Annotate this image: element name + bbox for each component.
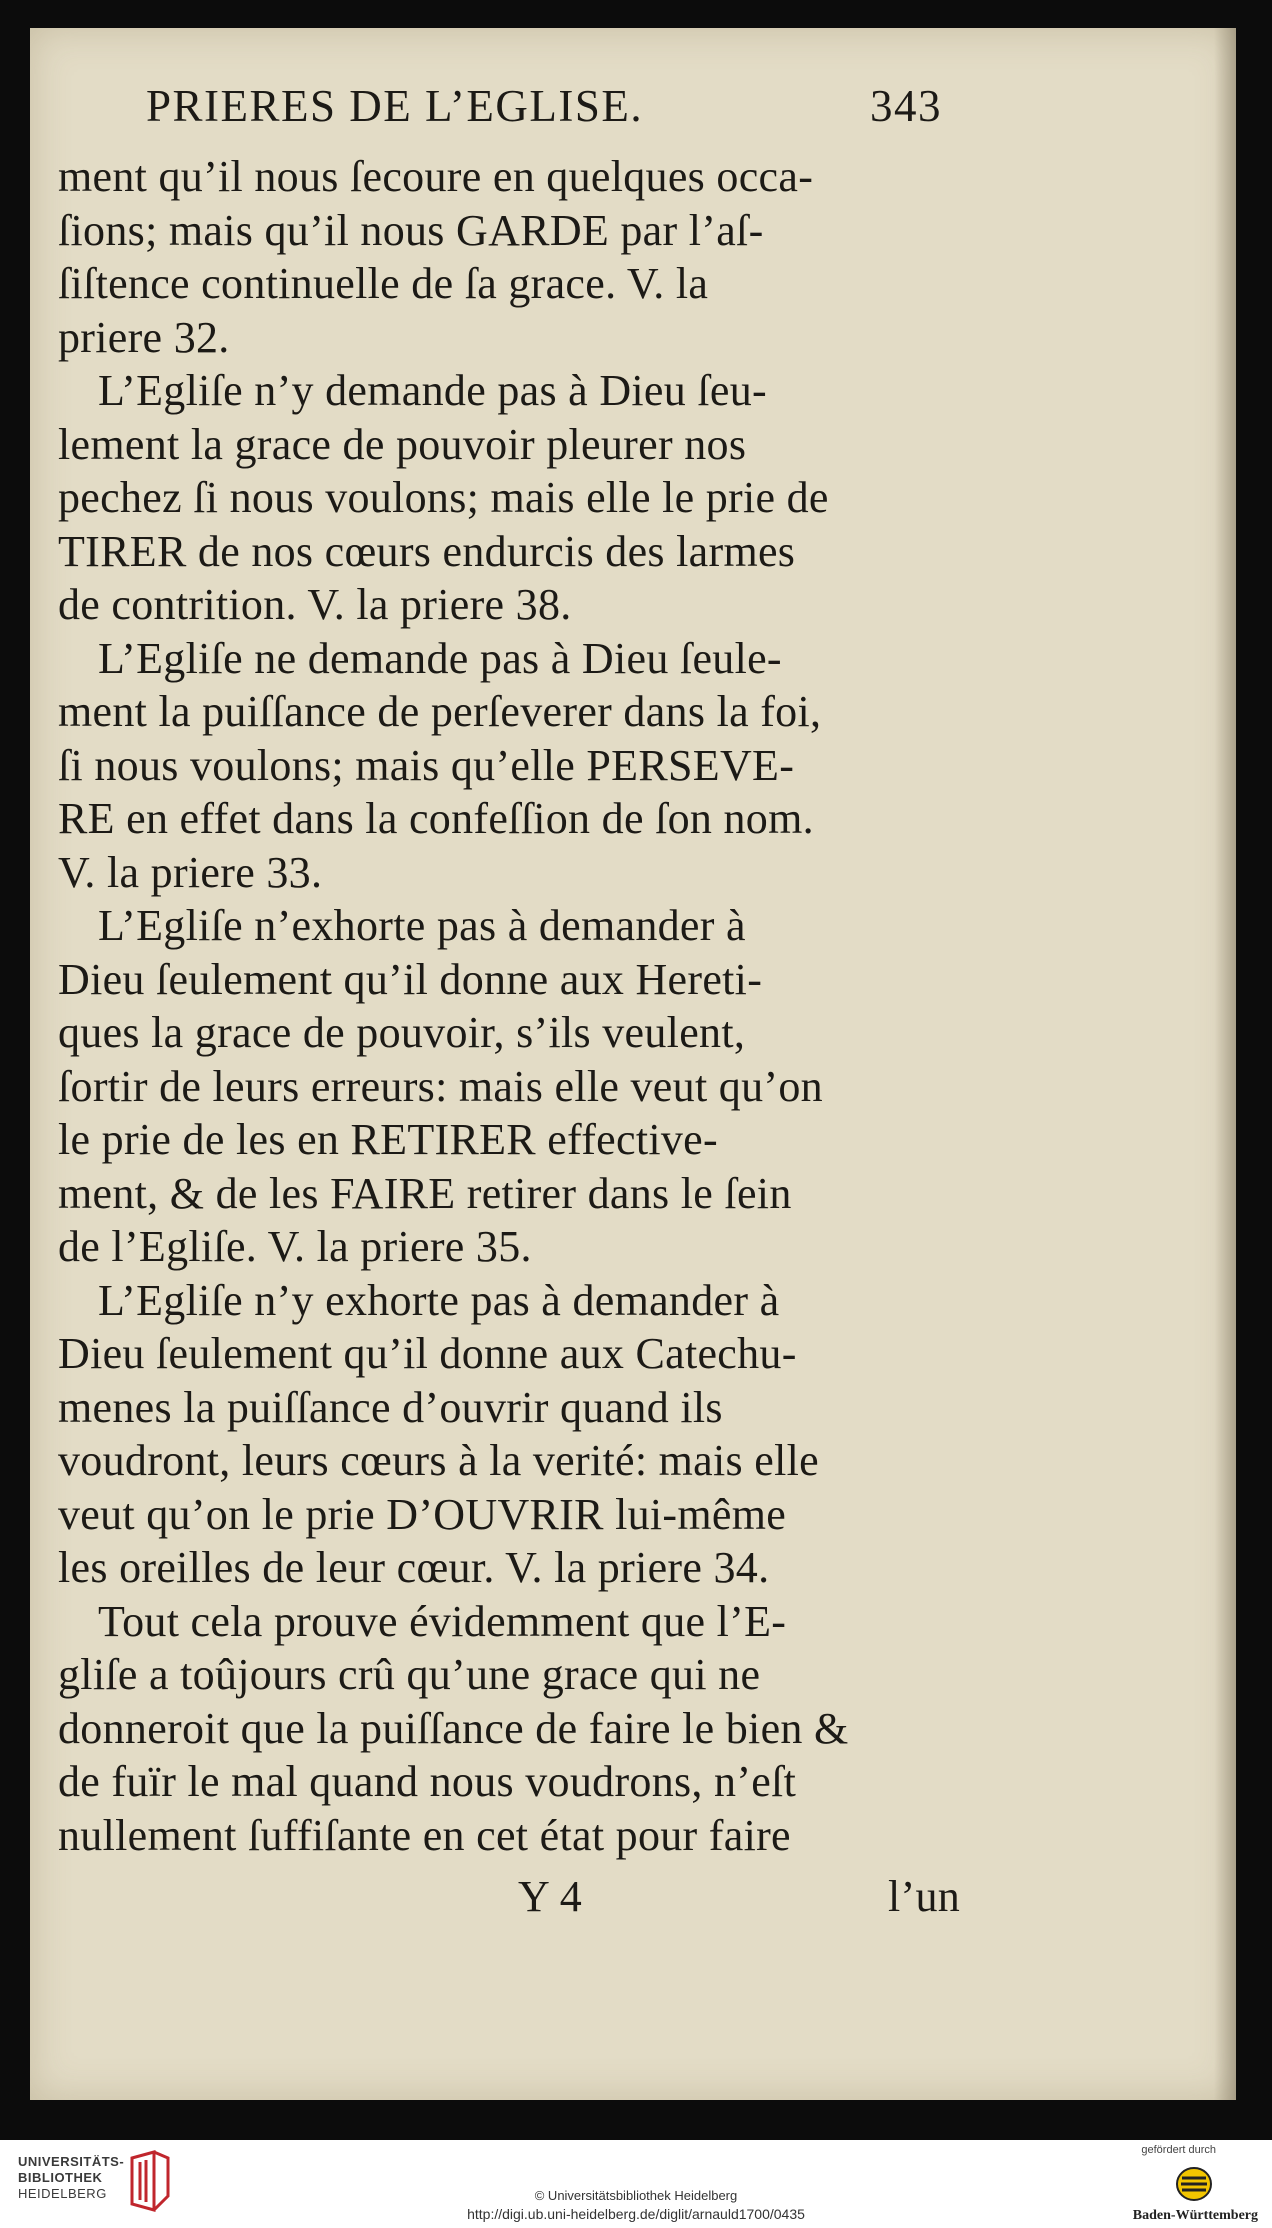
- text-line: lement la grace de pouvoir pleurer nos: [58, 419, 747, 469]
- text-line: L’Egliſe n’y demande pas à Dieu ſeu-: [98, 366, 767, 415]
- library-logo-line: BIBLIOTHEK: [18, 2170, 103, 2185]
- funder-name[interactable]: Baden-Württemberg: [1132, 2208, 1258, 2223]
- text-line: priere 32.: [58, 312, 230, 362]
- copyright-notice: © Universitätsbibliothek Heidelberg: [534, 2188, 738, 2203]
- paragraph: [58, 1595, 978, 1863]
- text-line: ment qu’il nous ſecoure en quelques occa-: [58, 152, 814, 201]
- text-line: V. la priere 33.: [58, 847, 323, 897]
- page-foot: [58, 1870, 978, 1930]
- library-logo-icon: [128, 2148, 172, 2214]
- text-line: ment la puiſſance de perſeverer dans la foi,: [58, 687, 822, 736]
- text-line: Dieu ſeulement qu’il donne aux Catechu-: [58, 1329, 797, 1378]
- page-text-block: [58, 80, 978, 1930]
- text-line: donneroit que la puiſſance de faire le bien &: [58, 1703, 849, 1753]
- text-line: le prie de les en RETIRER effective-: [58, 1115, 718, 1164]
- body-text: [58, 150, 978, 1862]
- funding-label: gefördert durch: [1141, 2144, 1216, 2156]
- viewer-footer: [0, 2140, 1272, 2228]
- text-line: pechez ſi nous voulons; mais elle le prie de: [58, 473, 829, 522]
- running-head: [58, 80, 978, 150]
- text-line: menes la puiſſance d’ouvrir quand ils: [58, 1382, 723, 1432]
- text-line: L’Egliſe n’y exhorte pas à demander à: [98, 1275, 780, 1325]
- page-gutter-shadow: [1214, 28, 1236, 2100]
- text-line: L’Egliſe n’exhorte pas à demander à: [98, 901, 746, 950]
- paragraph: [58, 632, 978, 900]
- signature-mark: Y 4: [518, 1872, 583, 1921]
- text-line: gliſe a toûjours crû qu’une grace qui ne: [58, 1650, 761, 1699]
- text-line: RE en effet dans la confeſſion de ſon nom.: [58, 794, 814, 843]
- text-line: ſortir de leurs erreurs: mais elle veut qu’on: [58, 1061, 823, 1111]
- text-line: voudront, leurs cœurs à la verité: mais elle: [58, 1436, 819, 1485]
- library-logo-line: UNIVERSITÄTS-: [18, 2154, 125, 2169]
- text-line: nullement ſuffiſante en cet état pour faire: [58, 1810, 791, 1860]
- text-line: les oreilles de leur cœur. V. la priere 34.: [58, 1543, 770, 1592]
- text-line: de fuïr le mal quand nous voudrons, n’eſt: [58, 1757, 797, 1806]
- text-line: ques la grace de pouvoir, s’ils veulent,: [58, 1008, 746, 1057]
- paragraph: [58, 364, 978, 632]
- text-line: ſi nous voulons; mais qu’elle PERSEVE-: [58, 740, 795, 790]
- paragraph: [58, 150, 978, 364]
- paragraph: [58, 899, 978, 1274]
- permalink[interactable]: http://digi.ub.uni-heidelberg.de/diglit/arnauld1700/0435: [467, 2206, 805, 2222]
- library-logo-line: HEIDELBERG: [18, 2186, 107, 2201]
- text-line: Dieu ſeulement qu’il donne aux Hereti-: [58, 954, 763, 1004]
- page-number: 343: [870, 81, 942, 131]
- running-title: PRIERES DE L’EGLISE.: [146, 81, 644, 131]
- paragraph: [58, 1274, 978, 1595]
- page-scan: [30, 28, 1236, 2100]
- text-line: de contrition. V. la priere 38.: [58, 580, 572, 629]
- text-line: TIRER de nos cœurs endurcis des larmes: [58, 526, 796, 576]
- text-line: L’Egliſe ne demande pas à Dieu ſeule-: [98, 633, 782, 683]
- text-line: veut qu’on le prie D’OUVRIR lui-même: [58, 1489, 787, 1539]
- catchword: l’un: [888, 1872, 961, 1921]
- text-line: ſiſtence continuelle de ſa grace. V. la: [58, 259, 709, 308]
- text-line: ment, & de les FAIRE retirer dans le ſein: [58, 1168, 792, 1218]
- text-line: de l’Egliſe. V. la priere 35.: [58, 1222, 532, 1271]
- text-line: ſions; mais qu’il nous GARDE par l’aſ-: [58, 205, 764, 255]
- text-line: Tout cela prouve évidemment que l’E-: [98, 1596, 787, 1646]
- state-crest-icon: [1174, 2164, 1214, 2204]
